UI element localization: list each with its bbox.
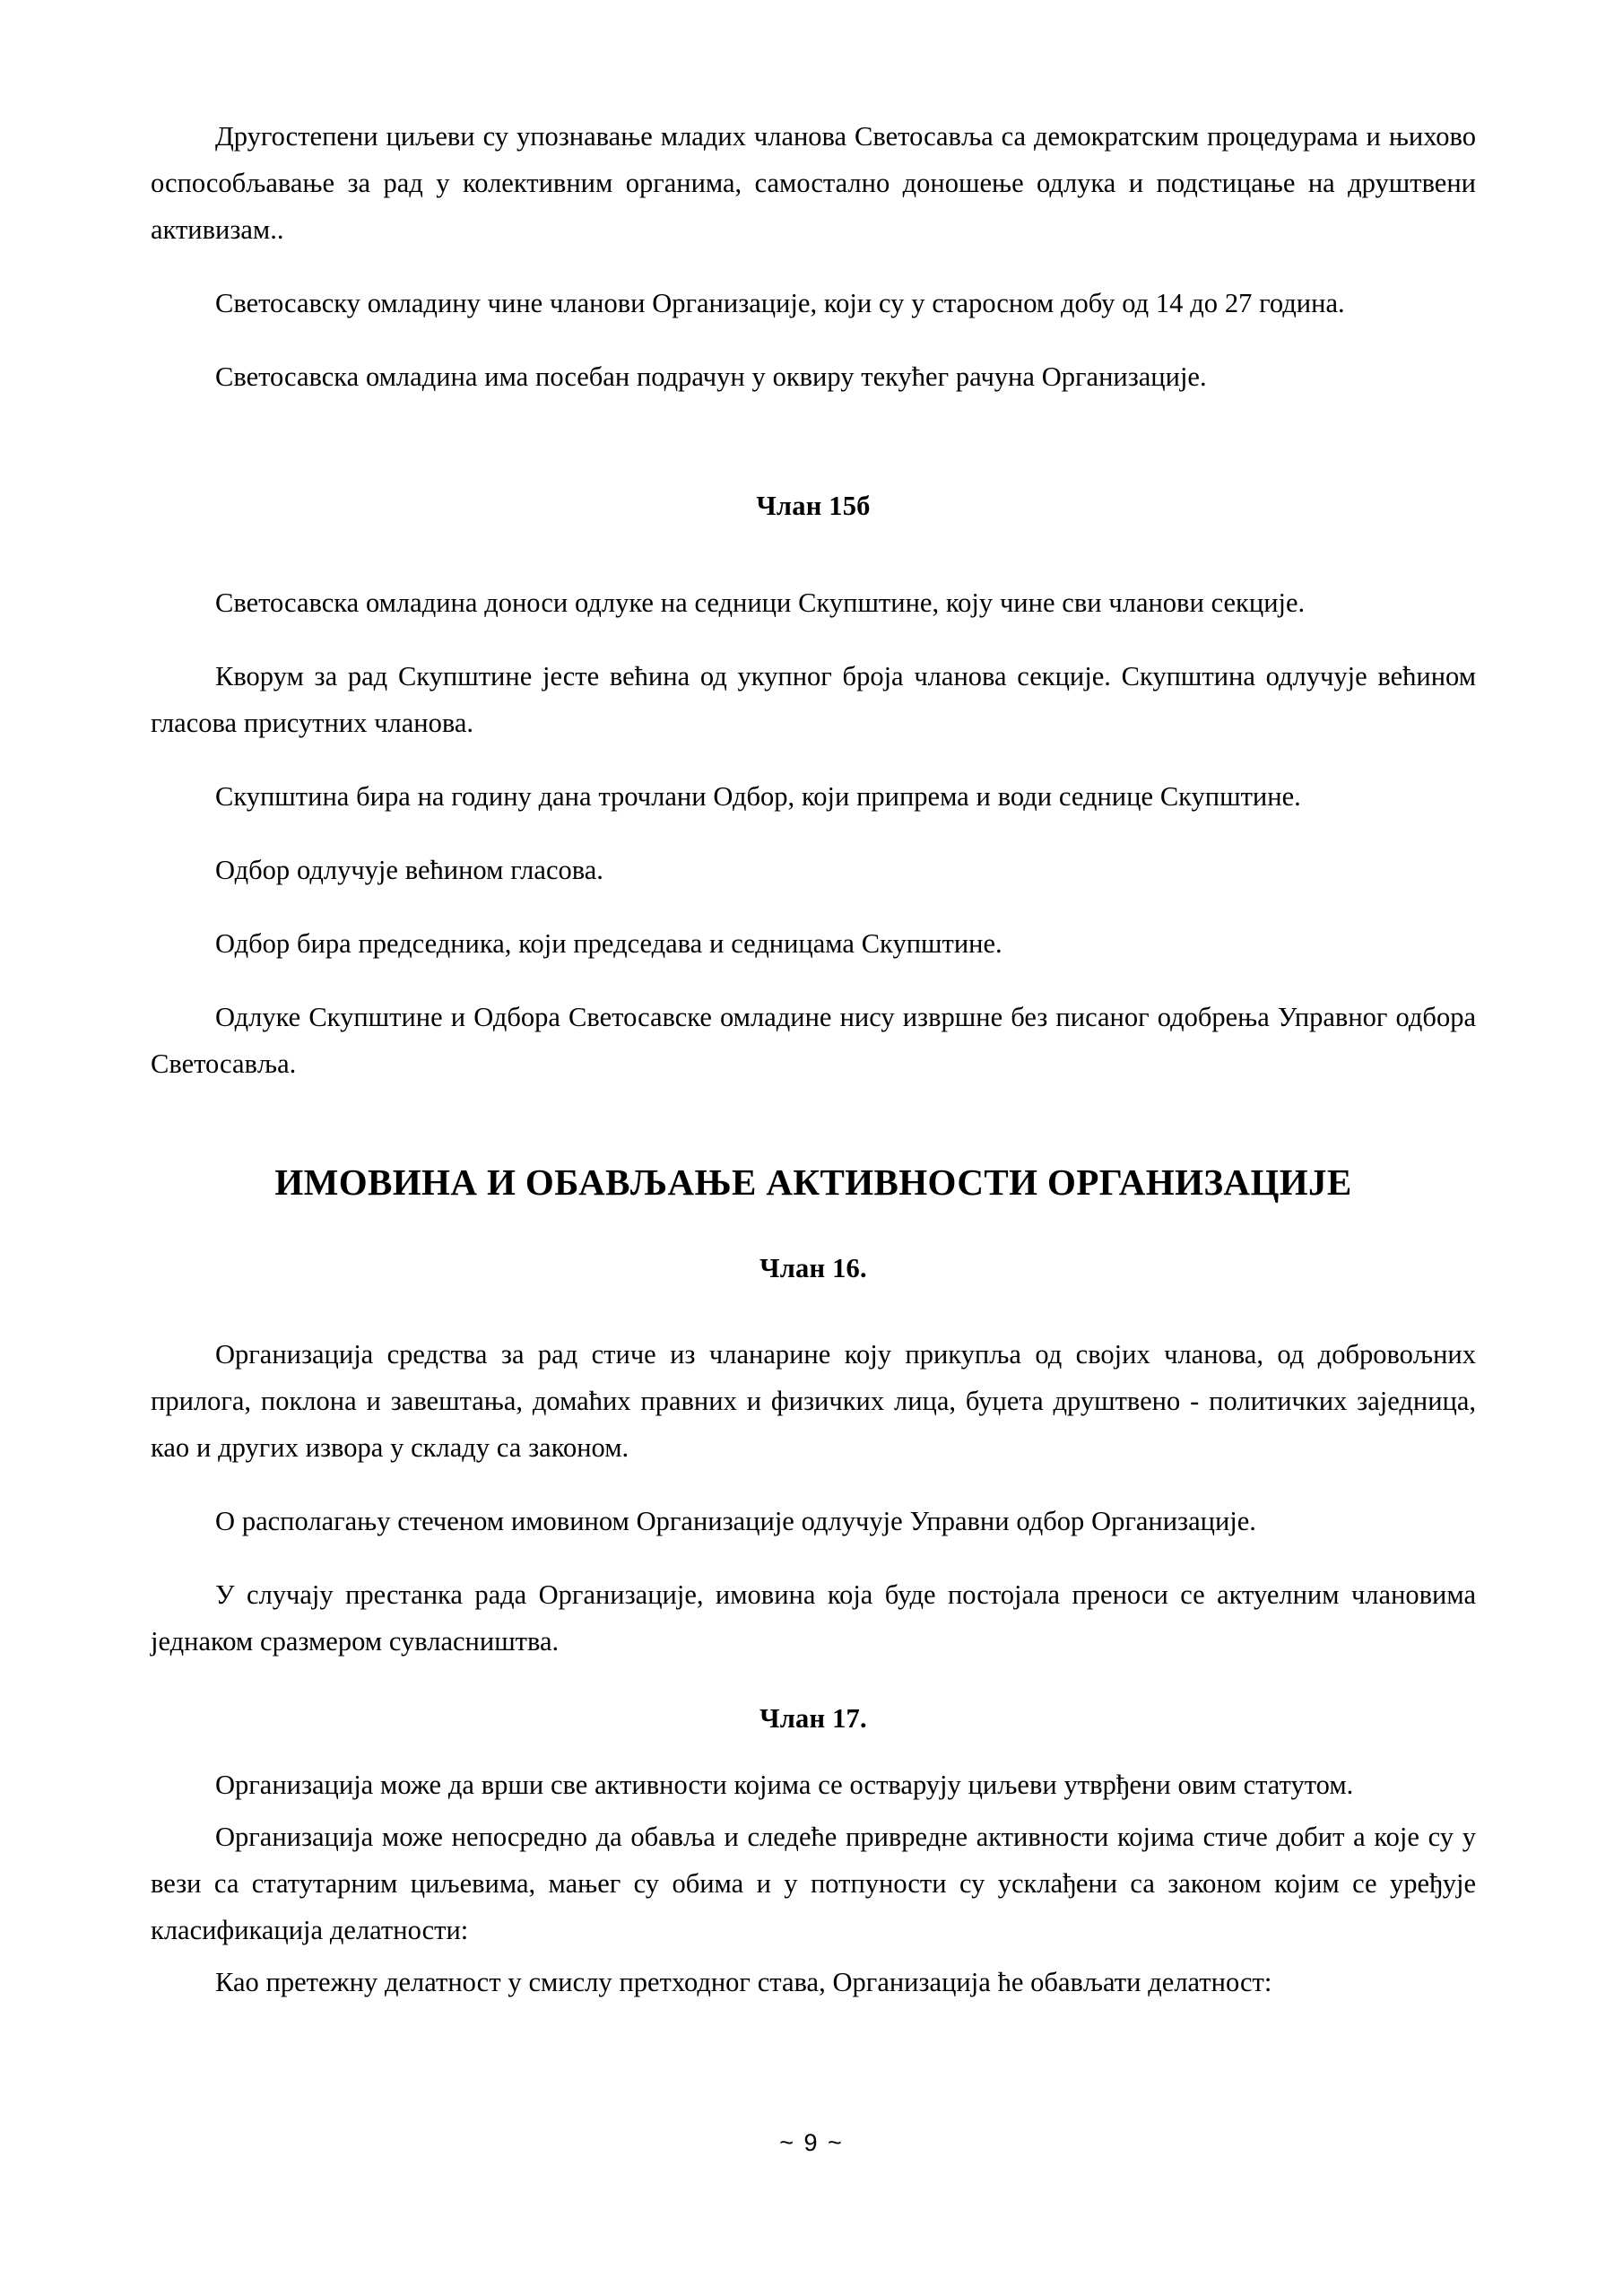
paragraph: Као претежну делатност у смислу претходног става, Организација ће обављати делатност: [215,1967,1272,1997]
article-heading-17: Члан 17. [759,1703,867,1734]
paragraph: Одбор бира председника, који председава и седницама Скупштине. [215,928,1002,959]
article-heading-16: Члан 16. [759,1253,867,1283]
paragraph: Светосавска омладина доноси одлуке на седници Скупштине, коју чине сви чланови секције. [215,587,1306,618]
paragraph: Светосавска омладина има посебан подрачун у оквиру текућег рачуна Организације. [215,361,1207,392]
section-heading-property-activities: ИМОВИНА И ОБАВЉАЊЕ АКТИВНОСТИ ОРГАНИЗАЦИЈЕ [274,1161,1352,1203]
paragraph: Организација може да врши све активности којима се остварују циљеви утврђени овим статутом. [215,1770,1354,1800]
paragraph: Светосавску омладину чине чланови Организације, који су у старосном добу од 14 до 27 година. [215,288,1345,318]
page-content [151,113,1476,2005]
paragraph: Одлуке Скупштине и Одбора Светосавске омладине нису извршне без писаног одобрења Управног одбора Светосавља. [151,1002,1476,1079]
paragraph: Скупштина бира на годину дана трочлани Одбор, који припрема и води седнице Скупштине. [215,781,1301,812]
paragraph: Кворум за рад Скупштине јесте већина од укупног броја чланова секције. Скупштина одлучује већином гласова присутних чланова. [151,661,1476,738]
paragraph: У случају престанка рада Организације, имовина која буде постојала преноси се актуелним члановима једнаком сразмером сувласништва. [151,1579,1476,1657]
paragraph: Организација средства за рад стиче из чланарине коју прикупља од својих чланова, од добровољних прилога, поклона и завештања, домаћих правних и физичких лица, буџета друштвено - политичких заједница, као и других извора у складу са законом. [151,1339,1476,1463]
paragraph: Организација може непосредно да обавља и следеће привредне активности којима стиче добит а које су у вези са статутарним циљевима, мањег су обима и у потпуности су усклађени са законом којим се уређује класификација делатности: [151,1822,1476,1945]
paragraph: Одбор одлучује већином гласова. [215,855,603,885]
page-number-footer: ~ 9 ~ [779,2129,844,2156]
article-heading-15b: Члан 15б [756,491,871,521]
paragraph: Другостепени циљеви су упознавање младих чланова Светосавља са демократским процедурама и њихово оспособљавање за рад у колективним органима, самостално доношење одлука и подстицање на друштвени активизам.. [151,121,1476,245]
paragraph: О располагању стеченом имовином Организације одлучује Управни одбор Организације. [215,1506,1256,1536]
